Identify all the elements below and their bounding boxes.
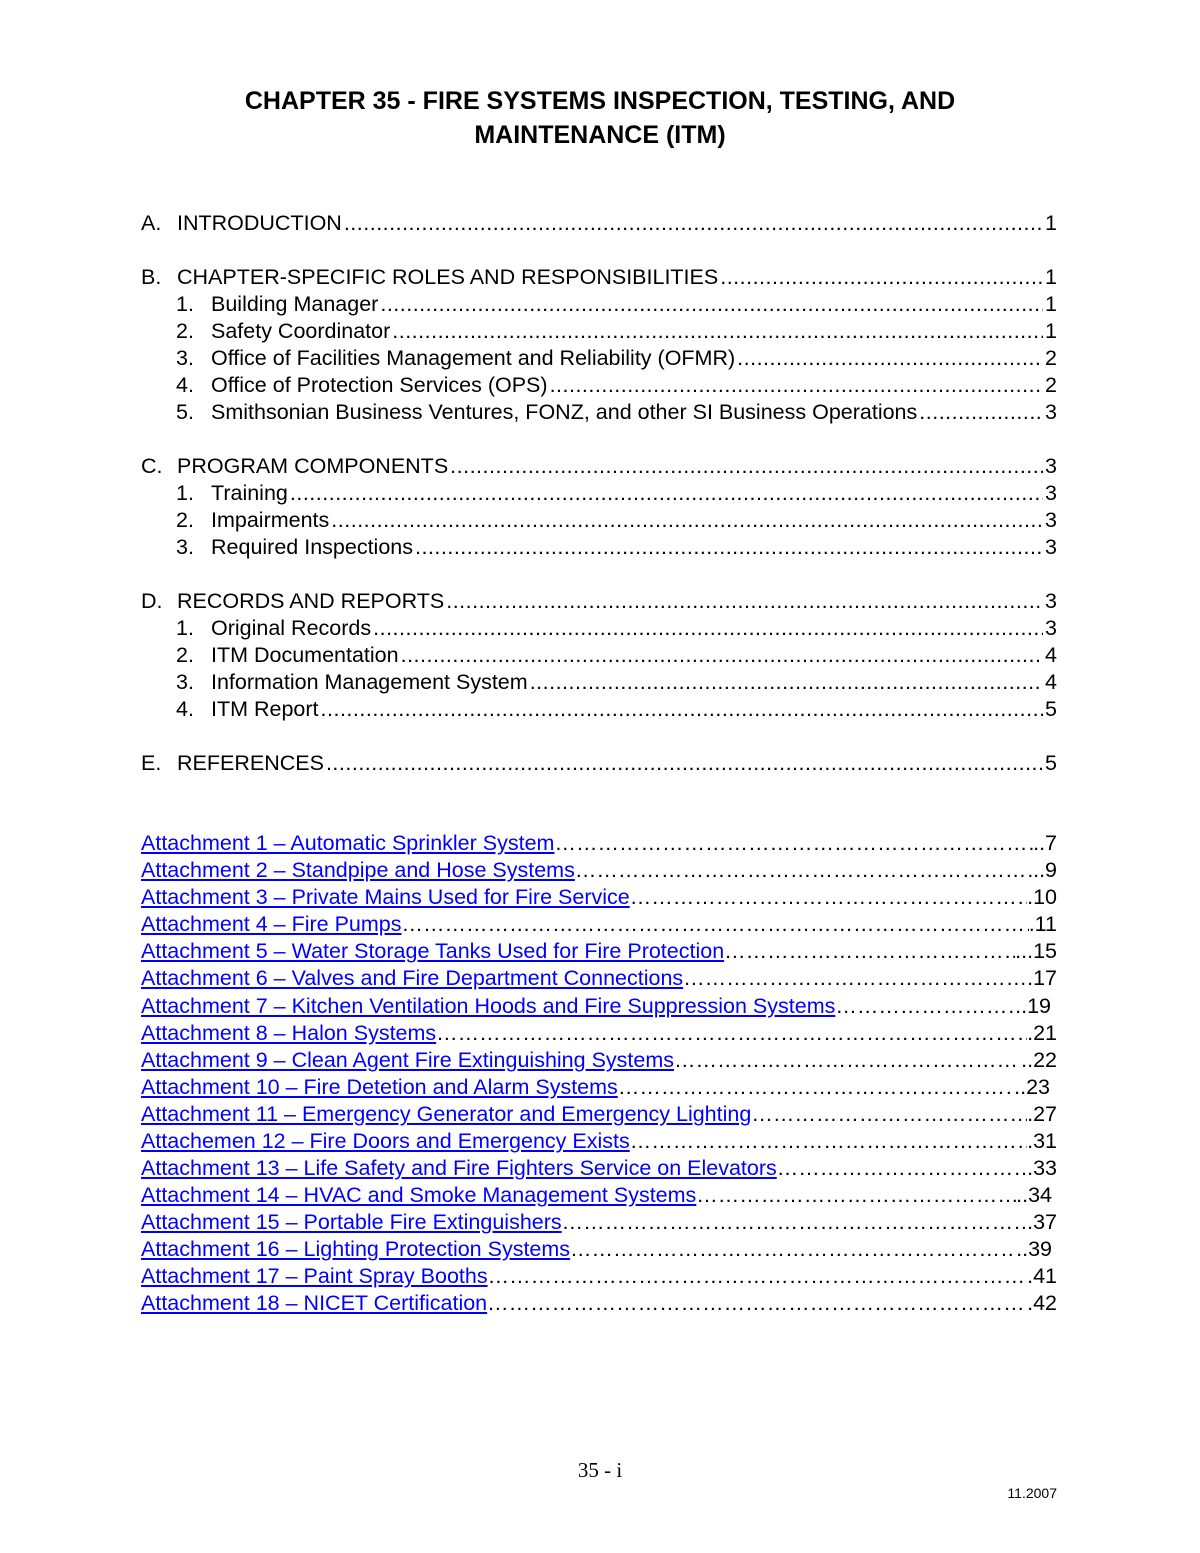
toc-page-number: 2: [1045, 373, 1057, 397]
toc-label: Training: [211, 481, 288, 505]
toc-page-number: 1: [1045, 319, 1057, 343]
dot-leader: [720, 264, 1043, 291]
attachment-page-number: .31: [1027, 1129, 1057, 1153]
toc-label: INTRODUCTION: [177, 211, 342, 235]
dot-leader: [530, 669, 1043, 696]
dot-leader: [737, 345, 1043, 372]
dot-leader: [290, 480, 1043, 507]
dot-leader: [402, 911, 1029, 938]
dot-leader: [450, 453, 1043, 480]
toc-page-number: 5: [1045, 697, 1057, 721]
toc-label: Original Records: [211, 616, 372, 640]
toc-subitem: [176, 399, 1057, 426]
attachment-entry: [141, 830, 1057, 857]
attachment-entry: [141, 993, 1051, 1020]
dot-leader: [919, 399, 1043, 426]
toc-label: Safety Coordinator: [211, 319, 391, 343]
attachment-page-number: ..34: [1016, 1183, 1052, 1207]
dot-leader: [487, 1290, 1027, 1317]
toc-label: Required Inspections: [211, 535, 413, 559]
attachment-link[interactable]: Attachment 16 – Lighting Protection Systems: [141, 1237, 571, 1261]
toc-label: RECORDS AND REPORTS: [177, 589, 445, 613]
attachment-page-number: .33: [1027, 1156, 1057, 1180]
dot-leader: [570, 1236, 1016, 1263]
toc-marker: 1.: [176, 292, 194, 316]
toc-subitem: [176, 345, 1057, 372]
attachment-link[interactable]: Attachment 18 – NICET Certification: [141, 1291, 488, 1315]
attachment-link[interactable]: Attachment 3 – Private Mains Used for Fire Service: [141, 885, 630, 909]
dot-leader: [554, 830, 1033, 857]
attachment-page-number: .41: [1027, 1264, 1057, 1288]
toc-marker: 1.: [176, 481, 194, 505]
dot-leader: [436, 1020, 1027, 1047]
footer-page-number: 35 - i: [577, 1458, 623, 1482]
toc-page-number: 2: [1045, 346, 1057, 370]
toc-marker: 3.: [176, 670, 194, 694]
dot-leader: [724, 938, 1015, 965]
toc-page-number: 5: [1045, 751, 1057, 775]
attachment-link[interactable]: Attachment 15 – Portable Fire Extinguishers: [141, 1210, 562, 1234]
toc-subitem: [176, 318, 1057, 345]
attachment-page-number: ...15: [1015, 939, 1057, 963]
attachment-link[interactable]: Attachment 5 – Water Storage Tanks Used for Fire Protection: [141, 939, 725, 963]
dot-leader: [373, 615, 1043, 642]
attachment-entry: [141, 1182, 1052, 1209]
dot-leader: [777, 1155, 1027, 1182]
toc-page-number: 4: [1045, 670, 1057, 694]
attachment-entry: [141, 1290, 1057, 1317]
toc-subitem: [176, 642, 1057, 669]
toc-marker: E.: [141, 751, 162, 775]
attachment-page-number: ..22: [1021, 1048, 1057, 1072]
dot-leader: [326, 750, 1043, 777]
toc-page-number: 1: [1045, 292, 1057, 316]
toc-marker: 4.: [176, 697, 194, 721]
attachment-link[interactable]: Attachment 9 – Clean Agent Fire Extinguishing Systems: [141, 1048, 674, 1072]
dot-leader: [696, 1182, 1016, 1209]
toc-subitem: [176, 372, 1057, 399]
chapter-title-line-1: CHAPTER 35 - FIRE SYSTEMS INSPECTION, TESTING, AND: [244, 87, 956, 115]
dot-leader: [446, 588, 1043, 615]
toc-page-number: 1: [1045, 265, 1057, 289]
toc-label: Information Management System: [211, 670, 528, 694]
toc-page-number: 1: [1045, 211, 1057, 235]
toc-marker: B.: [141, 265, 162, 289]
attachment-page-number: ..7: [1033, 831, 1057, 855]
footer-date: 11.2007: [1007, 1485, 1057, 1501]
toc-page-number: 4: [1045, 643, 1057, 667]
dot-leader: [575, 857, 1033, 884]
attachment-entry: [141, 965, 1057, 992]
toc-label: CHAPTER-SPECIFIC ROLES AND RESPONSIBILITIES: [177, 265, 719, 289]
attachment-link[interactable]: Attachment 14 – HVAC and Smoke Management Systems: [141, 1183, 697, 1207]
attachment-entry: [141, 1047, 1057, 1074]
attachment-page-number: ..23: [1014, 1075, 1050, 1099]
attachment-page-number: .11: [1028, 912, 1057, 936]
toc-label: ITM Documentation: [211, 643, 399, 667]
attachment-link[interactable]: Attachment 10 – Fire Detetion and Alarm Systems: [141, 1075, 618, 1099]
toc-section-d: [141, 588, 1057, 615]
toc-page-number: 3: [1045, 589, 1057, 613]
dot-leader: [751, 1101, 1027, 1128]
toc-marker: D.: [141, 589, 163, 613]
toc-section-a: [141, 210, 1057, 237]
attachment-link[interactable]: Attachment 11 – Emergency Generator and Emergency Lighting: [141, 1102, 752, 1126]
dot-leader: [550, 372, 1043, 399]
attachment-page-number: .42: [1027, 1291, 1057, 1315]
attachment-entry: [141, 884, 1057, 911]
dot-leader: [618, 1074, 1014, 1101]
toc-subitem: [176, 534, 1057, 561]
toc-section-c: [141, 453, 1057, 480]
attachment-entry: [141, 1209, 1057, 1236]
dot-leader: [835, 993, 1015, 1020]
toc-page-number: 3: [1045, 400, 1057, 424]
toc-marker: 3.: [176, 535, 194, 559]
attachment-entry: [141, 1020, 1057, 1047]
attachment-link[interactable]: Attachment 17 – Paint Spray Booths: [141, 1264, 488, 1288]
dot-leader: [380, 291, 1043, 318]
dot-leader: [321, 696, 1044, 723]
toc-subitem: [176, 669, 1057, 696]
toc-page-number: 3: [1045, 535, 1057, 559]
toc-marker: 1.: [176, 616, 194, 640]
toc-page-number: 3: [1045, 454, 1057, 478]
attachment-entry: [141, 1263, 1057, 1290]
attachment-link[interactable]: Attachemen 12 – Fire Doors and Emergency Exists: [141, 1129, 630, 1153]
dot-leader: [488, 1263, 1028, 1290]
attachment-entry: [141, 1074, 1050, 1101]
toc-label: Office of Protection Services (OPS): [211, 373, 548, 397]
toc-marker: 3.: [176, 346, 194, 370]
toc-page-number: 3: [1045, 508, 1057, 532]
dot-leader: [344, 210, 1043, 237]
attachment-page-number: ..39: [1016, 1237, 1052, 1261]
attachment-entry: [141, 1155, 1057, 1182]
toc-marker: C.: [141, 454, 163, 478]
attachment-page-number: .37: [1027, 1210, 1057, 1234]
toc-marker: A.: [141, 211, 162, 235]
attachment-entry: [141, 938, 1057, 965]
attachment-link[interactable]: Attachment 6 – Valves and Fire Department Connections: [141, 966, 684, 990]
toc-label: ITM Report: [211, 697, 319, 721]
toc-label: REFERENCES: [177, 751, 324, 775]
attachment-entry: [141, 1128, 1057, 1155]
attachment-page-number: ..19: [1015, 994, 1051, 1018]
dot-leader: [415, 534, 1043, 561]
dot-leader: [674, 1047, 1021, 1074]
dot-leader: [392, 318, 1043, 345]
attachment-link[interactable]: Attachment 2 – Standpipe and Hose Systems: [141, 858, 575, 882]
toc-label: Office of Facilities Management and Reliability (OFMR): [211, 346, 736, 370]
chapter-title-line-2: MAINTENANCE (ITM): [474, 121, 726, 149]
attachment-entry: [141, 857, 1057, 884]
attachment-entry: [141, 911, 1057, 938]
toc-subitem: [176, 507, 1057, 534]
dot-leader: [683, 965, 1027, 992]
attachment-page-number: .17: [1027, 966, 1057, 990]
attachment-link[interactable]: Attachment 7 – Kitchen Ventilation Hoods and Fire Suppression Systems: [141, 994, 836, 1018]
attachment-link[interactable]: Attachment 1 – Automatic Sprinkler System: [141, 831, 555, 855]
dot-leader: [562, 1209, 1027, 1236]
attachment-page-number: .21: [1027, 1021, 1057, 1045]
dot-leader: [331, 507, 1043, 534]
attachment-entry: [141, 1101, 1057, 1128]
toc-label: Smithsonian Business Ventures, FONZ, and other SI Business Operations: [211, 400, 918, 424]
toc-section-e: [141, 750, 1057, 777]
attachment-link[interactable]: Attachment 8 – Halon Systems: [141, 1021, 437, 1045]
attachment-page-number: .10: [1027, 885, 1057, 909]
toc-marker: 2.: [176, 508, 194, 532]
dot-leader: [630, 884, 1027, 911]
toc-subitem: [176, 615, 1057, 642]
toc-marker: 5.: [176, 400, 194, 424]
toc-page-number: 3: [1045, 616, 1057, 640]
toc-label: Building Manager: [211, 292, 379, 316]
toc-label: PROGRAM COMPONENTS: [177, 454, 449, 478]
toc-subitem: [176, 291, 1057, 318]
attachment-page-number: ..9: [1033, 858, 1057, 882]
toc-marker: 4.: [176, 373, 194, 397]
toc-marker: 2.: [176, 319, 194, 343]
attachment-page-number: .27: [1027, 1102, 1057, 1126]
attachment-entry: [141, 1236, 1052, 1263]
toc-subitem: [176, 696, 1057, 723]
toc-subitem: [176, 480, 1057, 507]
dot-leader: [401, 642, 1043, 669]
toc-section-b: [141, 264, 1057, 291]
dot-leader: [630, 1128, 1027, 1155]
toc-marker: 2.: [176, 643, 194, 667]
attachment-link[interactable]: Attachment 13 – Life Safety and Fire Fighters Service on Elevators: [141, 1156, 777, 1180]
attachment-link[interactable]: Attachment 4 – Fire Pumps: [141, 912, 402, 936]
toc-page-number: 3: [1045, 481, 1057, 505]
toc-label: Impairments: [211, 508, 330, 532]
